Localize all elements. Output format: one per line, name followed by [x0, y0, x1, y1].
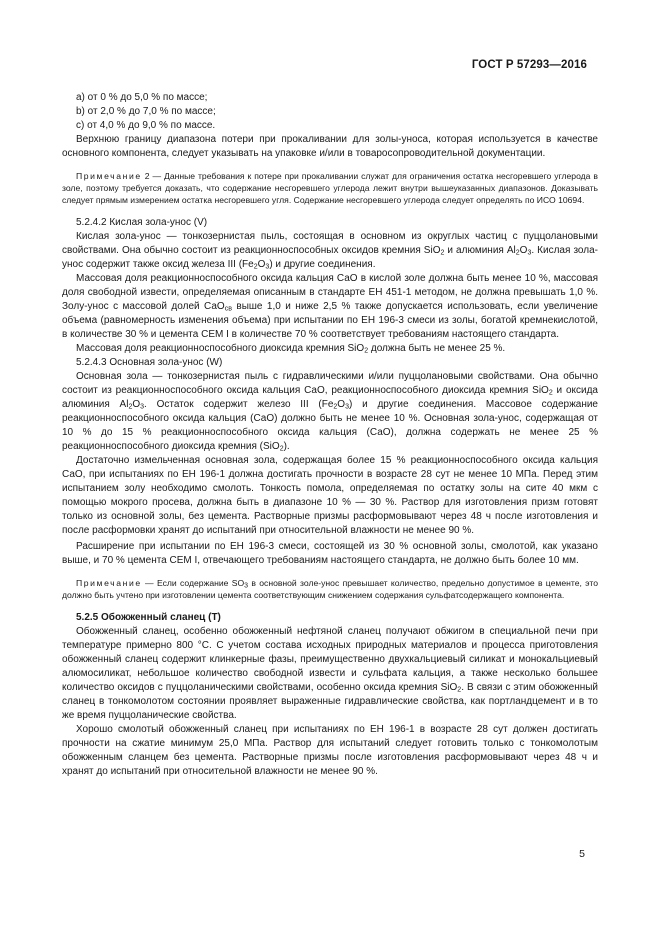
note-2-label: Примечание [76, 171, 142, 181]
upper-limit-paragraph: Верхнюю границу диапазона потери при прокаливании для золы-уноса, которая используется в качестве основного компонента, следует указывать на упаковке и/или в товаросопроводительной документации. [62, 134, 598, 159]
subscript: св [224, 305, 232, 313]
note-2 [62, 170, 598, 206]
section-5-2-4-3-paragraph-2: Достаточно измельченная основная зола, содержащая более 15 % реакционноспособного оксида кальция СаО, при испытаниях по ЕН 196-1 должна достигать прочности в возрасте 28 сут не менее 10 МПа. Перед этим испытанием золу необходимо смолоть. Тонкость помола, определяемая по остатку золы на сите 40 мкм с помощью мокрого просева, должна быть в диапазоне 10 % — 30 %. Раствор для изготовления призм готовят только из основной золы, без цемента. Растворные призмы расформовывают через 48 ч после изготовления и после расформовки хранят до испытаний при относительной влажности не менее 90 %. [62, 455, 598, 536]
text-run: O [519, 245, 528, 256]
section-5-2-4-2-paragraph-2 [62, 272, 598, 342]
section-5-2-4-2-paragraph-1 [62, 230, 598, 272]
subscript: 2 [515, 249, 520, 257]
text-run: Обожженный сланец, особенно обожженный нефтяной сланец получают обжигом в специальной печи при температуре примерно 800 °С. С учетом состава исходных природных материалов и процесса приготовления обожженный сланец содержит клинкерные фазы, преимущественно двухкальциевый силикат и монокальциевый алюмосиликат, небольшое количество свободной извести и сульфата кальция, а также несколько большее количество оксидов с пуццоланическими свойствами, особенно оксида кремния SiO [62, 626, 598, 693]
text-run: O [337, 399, 346, 410]
text-run: выше 1,0 и ниже 2,5 % также допускается использовать, если увеличение объема (равномерность изменения объема) при испытании по ЕН 196-3 смеси из золы, богатой кремнекислотой, в количестве 30 % и цемента CEM I в количестве 70 % соответствует требованиям настоящего стандарта. [62, 301, 598, 340]
section-5-2-4-2-paragraph-3 [62, 342, 598, 356]
text-run: Массовая доля реакционноспособного оксида кальция СаО в кислой золе должна быть менее 10 %, массовая доля свободной извести, определяемая описанным в стандарте ЕН 451-1 методом, не должна превышать 1,0 %. Золу-унос с массовой долей СаО [62, 273, 598, 312]
section-5-2-5-paragraph-2: Хорошо смолотый обожженный сланец при испытаниях по ЕН 196-1 в возрасте 28 сут должен достигать прочности на сжатие минимум 25,0 МПа. Раствор для испытаний следует готовить только с тонкомолотым обожженным сланцем без цемента. Растворные призмы после изготовления расформовывают через 48 ч и хранят до испытаний при относительной влажности не менее 90 %. [62, 724, 598, 777]
subscript: 2 [548, 389, 553, 397]
section-5-2-4-3-paragraph-3: Расширение при испытании по ЕН 196-3 смеси, состоящей из 30 % основной золы, смолотой, как указано выше, и 70 % цемента CEM I, отвечающего требованиям настоящего стандарта, не должно быть более 10 мм. [62, 541, 598, 566]
page-number: 5 [579, 848, 585, 860]
subscript: 3 [140, 403, 145, 411]
text-run: . В связи с этим обожженный сланец в тонкомолотом состоянии проявляет выраженные гидравлические свойства, как портландцемент и в то же время пуццоланические свойства. [62, 682, 599, 721]
subscript: 2 [253, 263, 258, 271]
subscript: 2 [128, 403, 133, 411]
text-run: O [257, 259, 266, 270]
note-3 [62, 577, 598, 601]
page-body [62, 91, 598, 779]
text-run: должна быть не менее 25 %. [368, 343, 506, 354]
subscript: 2 [279, 445, 284, 453]
subscript: 2 [457, 686, 462, 694]
section-5-2-4-2-heading: 5.2.4.2 Кислая зола-унос (V) [76, 217, 208, 228]
text-run: . Кислая зола-унос содержит также оксид железа III (Fe [62, 245, 598, 270]
text-run: Кислая зола-унос — тонкозернистая пыль, состоящая в основном из округлых частиц с пуццолановыми свойствами. Она обычно состоит из реакционноспособных оксидов кремния SiO [62, 231, 598, 256]
subscript: 2 [333, 403, 338, 411]
text-run: и оксида алюминия Al [62, 385, 598, 410]
text-run: в основной золе-унос превышает количество, предельно допустимое в цементе, это должно быть учтено при изготовлении цемента соответствующим снижением содержания сульфатсодержащего компонента. [62, 578, 598, 600]
subscript: 2 [364, 347, 369, 355]
note-2-text: 2 — Данные требования к потере при прокаливании служат для ограничения остатка несгоревшего углерода в золе, поэтому требуется доказать, что содержание несгоревшего углерода лежит внутри вышеуказанных диапазонов. Доказывать следует прямым измерением остатка несгоревшего угля. Содержание несгоревшего углерода следует определять по ИСО 10694. [62, 171, 598, 205]
subscript: 3 [527, 249, 532, 257]
subscript: 3 [345, 403, 349, 411]
subscript: 3 [244, 582, 249, 590]
text-run: — Если содержание SO [141, 578, 245, 588]
text-run: ) и другие соединения. [269, 259, 376, 270]
list-item-c: c) от 4,0 % до 9,0 % по массе. [76, 120, 216, 131]
list-item-b: b) от 2,0 % до 7,0 % по массе; [76, 106, 216, 117]
subscript: 2 [440, 249, 445, 257]
section-5-2-5-heading: 5.2.5 Обожженный сланец (T) [76, 612, 221, 623]
note-3-label: Примечание [76, 578, 142, 588]
text-run: ). [283, 441, 290, 452]
text-run: Основная зола — тонкозернистая пыль с гидравлическими и/или пуццолановыми свойствами. Она обычно состоит из реакционноспособного оксида кальция СаО, реакционноспособного диоксида кремния SiO [62, 371, 598, 396]
section-5-2-4-3-heading: 5.2.4.3 Основная зола-унос (W) [76, 357, 223, 368]
text-run: и алюминия Al [444, 245, 516, 256]
section-5-2-5-paragraph-1 [62, 625, 598, 723]
text-run: ) и другие соединения. Массовое содержание реакционноспособного оксида кальция (СаО) должно быть не менее 10 %. Основная зола-унос, содержащая от 10 % до 15 % реакционноспособного оксида кальция (СаО), должна содержать не менее 25 % реакционноспособного диоксида кремния (SiO [62, 399, 598, 452]
text-run: Массовая доля реакционноспособного диоксида кремния SiO [76, 343, 365, 354]
subscript: 3 [265, 263, 270, 271]
text-run: O [132, 399, 141, 410]
section-5-2-4-3-paragraph-1 [62, 370, 598, 454]
standard-header: ГОСТ Р 57293—2016 [471, 59, 587, 71]
text-run: . Остаток содержит железо III (Fe [144, 399, 334, 410]
list-item-a: a) от 0 % до 5,0 % по массе; [76, 92, 208, 103]
